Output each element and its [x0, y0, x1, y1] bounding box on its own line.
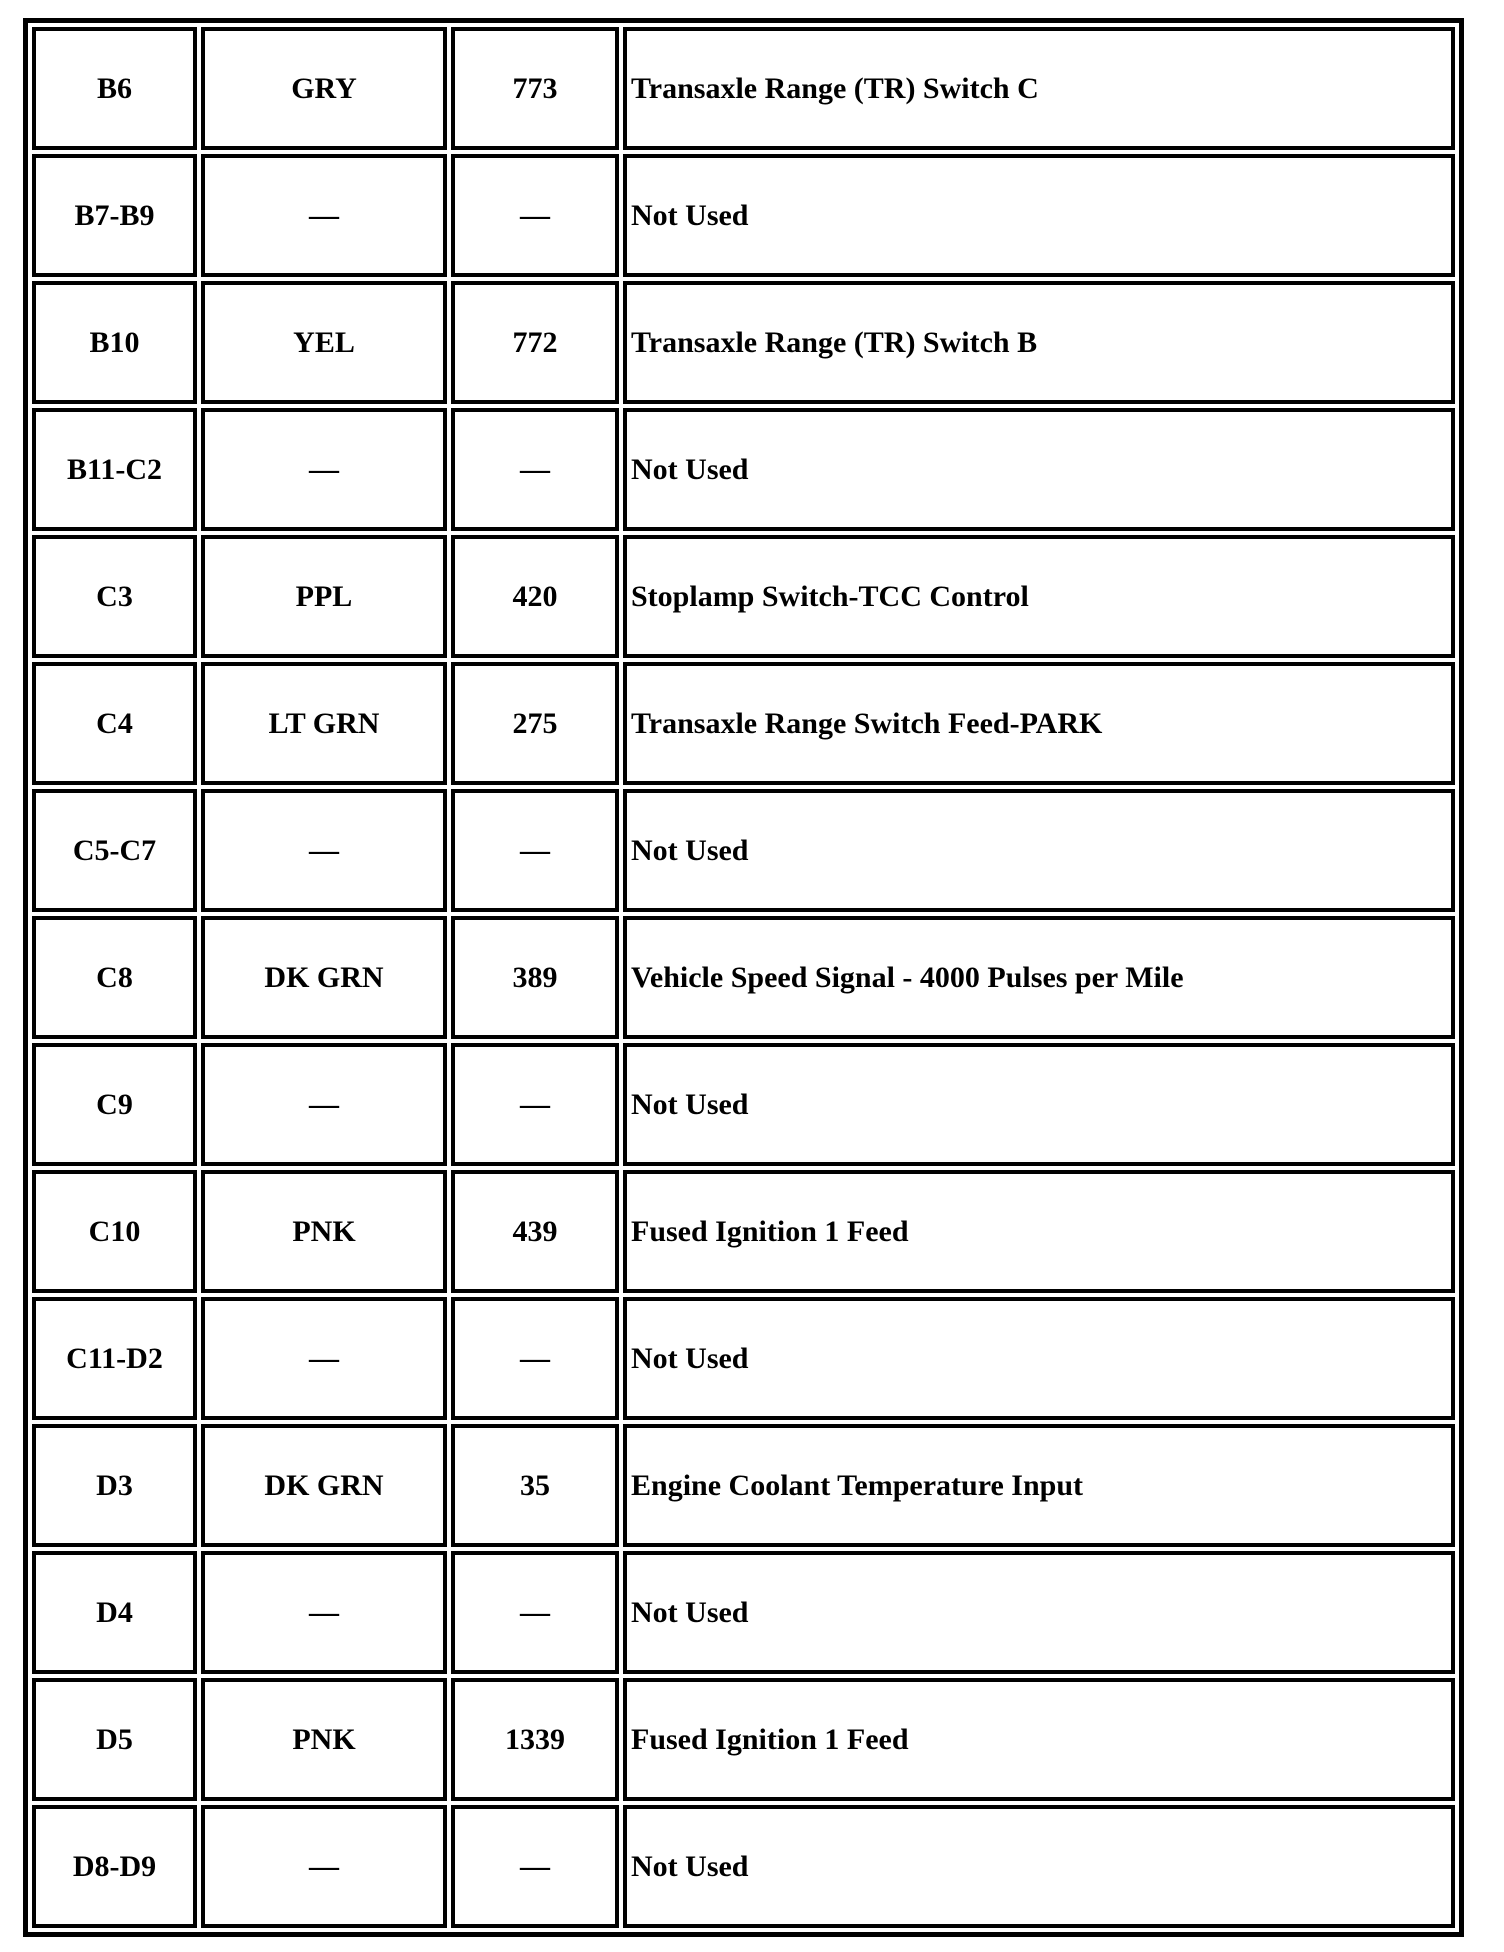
wire-color-cell: —	[201, 154, 447, 277]
table-row	[32, 662, 1455, 785]
circuit-number-cell: 1339	[451, 1678, 619, 1801]
function-description-cell: Not Used	[623, 1805, 1455, 1928]
table-row	[32, 535, 1455, 658]
table-row	[32, 1805, 1455, 1928]
pin-number-cell: C9	[32, 1043, 197, 1166]
wire-color-cell: DK GRN	[201, 1424, 447, 1547]
connector-pinout-table	[23, 18, 1464, 1937]
function-description-cell: Engine Coolant Temperature Input	[623, 1424, 1455, 1547]
function-description-cell: Not Used	[623, 1043, 1455, 1166]
wire-color-cell: —	[201, 408, 447, 531]
circuit-number-cell: —	[451, 1297, 619, 1420]
function-description-cell: Stoplamp Switch-TCC Control	[623, 535, 1455, 658]
wire-color-cell: PNK	[201, 1170, 447, 1293]
wire-color-cell: PNK	[201, 1678, 447, 1801]
table-row	[32, 281, 1455, 404]
circuit-number-cell: —	[451, 789, 619, 912]
circuit-number-cell: —	[451, 154, 619, 277]
pinout-table-body	[32, 27, 1455, 1928]
pin-number-cell: D3	[32, 1424, 197, 1547]
circuit-number-cell: 772	[451, 281, 619, 404]
function-description-cell: Not Used	[623, 789, 1455, 912]
wire-color-cell: YEL	[201, 281, 447, 404]
table-row	[32, 27, 1455, 150]
pin-number-cell: C11-D2	[32, 1297, 197, 1420]
function-description-cell: Transaxle Range Switch Feed-PARK	[623, 662, 1455, 785]
function-description-cell: Not Used	[623, 1551, 1455, 1674]
pin-number-cell: B6	[32, 27, 197, 150]
table-row	[32, 1170, 1455, 1293]
pin-number-cell: C10	[32, 1170, 197, 1293]
table-row	[32, 1551, 1455, 1674]
table-row	[32, 1678, 1455, 1801]
function-description-cell: Transaxle Range (TR) Switch C	[623, 27, 1455, 150]
wire-color-cell: GRY	[201, 27, 447, 150]
circuit-number-cell: 389	[451, 916, 619, 1039]
function-description-cell: Transaxle Range (TR) Switch B	[623, 281, 1455, 404]
circuit-number-cell: 773	[451, 27, 619, 150]
function-description-cell: Vehicle Speed Signal - 4000 Pulses per Mile	[623, 916, 1455, 1039]
function-description-cell: Not Used	[623, 154, 1455, 277]
wire-color-cell: —	[201, 1805, 447, 1928]
circuit-number-cell: —	[451, 1043, 619, 1166]
table-row	[32, 1297, 1455, 1420]
pin-number-cell: C5-C7	[32, 789, 197, 912]
wire-color-cell: LT GRN	[201, 662, 447, 785]
function-description-cell: Not Used	[623, 408, 1455, 531]
pin-number-cell: D5	[32, 1678, 197, 1801]
pin-number-cell: D4	[32, 1551, 197, 1674]
pin-number-cell: B11-C2	[32, 408, 197, 531]
pin-number-cell: C4	[32, 662, 197, 785]
table-row	[32, 916, 1455, 1039]
wire-color-cell: —	[201, 1297, 447, 1420]
circuit-number-cell: 275	[451, 662, 619, 785]
wire-color-cell: —	[201, 789, 447, 912]
wire-color-cell: —	[201, 1551, 447, 1674]
function-description-cell: Not Used	[623, 1297, 1455, 1420]
wire-color-cell: PPL	[201, 535, 447, 658]
pin-number-cell: B10	[32, 281, 197, 404]
circuit-number-cell: 439	[451, 1170, 619, 1293]
circuit-number-cell: 35	[451, 1424, 619, 1547]
pin-number-cell: D8-D9	[32, 1805, 197, 1928]
table-row	[32, 789, 1455, 912]
table-row	[32, 408, 1455, 531]
table-row	[32, 154, 1455, 277]
table-row	[32, 1043, 1455, 1166]
function-description-cell: Fused Ignition 1 Feed	[623, 1170, 1455, 1293]
circuit-number-cell: 420	[451, 535, 619, 658]
circuit-number-cell: —	[451, 1551, 619, 1674]
function-description-cell: Fused Ignition 1 Feed	[623, 1678, 1455, 1801]
wire-color-cell: DK GRN	[201, 916, 447, 1039]
pin-number-cell: C8	[32, 916, 197, 1039]
wire-color-cell: —	[201, 1043, 447, 1166]
circuit-number-cell: —	[451, 1805, 619, 1928]
pin-number-cell: C3	[32, 535, 197, 658]
table-row	[32, 1424, 1455, 1547]
circuit-number-cell: —	[451, 408, 619, 531]
pin-number-cell: B7-B9	[32, 154, 197, 277]
